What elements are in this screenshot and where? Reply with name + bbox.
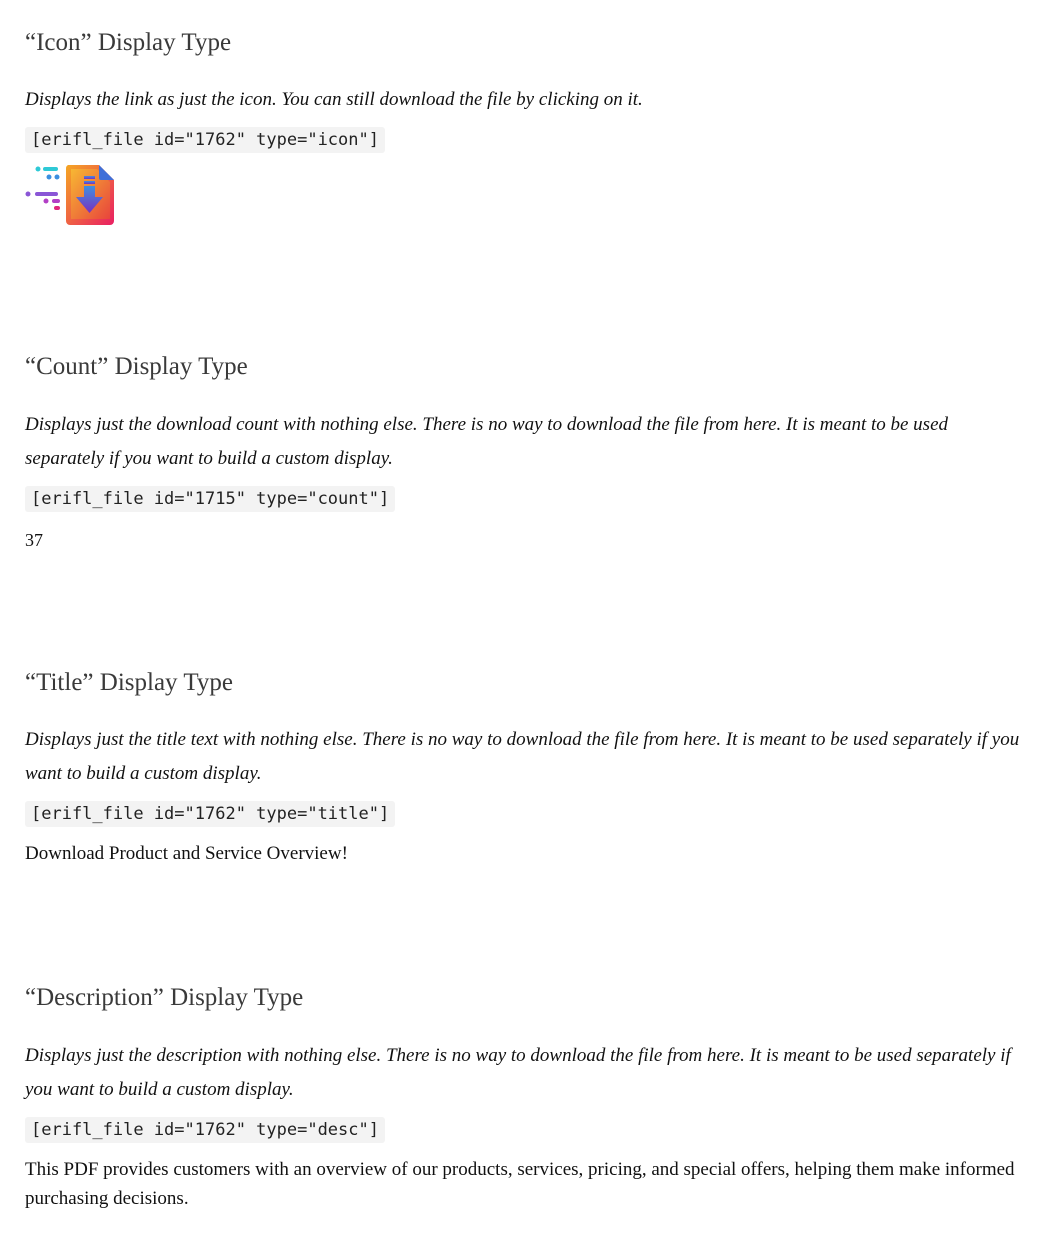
section-heading: “Icon” Display Type <box>25 29 232 56</box>
section-description: Displays the link as just the icon. You can still download the file by clicking on it. <box>25 89 643 110</box>
file-title: Download Product and Service Overview! <box>25 843 348 864</box>
section-heading: “Title” Display Type <box>25 669 233 696</box>
file-description: This PDF provides customers with an overview of our products, services, pricing, and special offers, helping them make informed purchasing decisions. <box>25 1159 1015 1209</box>
shortcode: [erifl_file id="1762" type="desc"] <box>25 1117 385 1143</box>
section-count <box>25 352 1030 555</box>
section-description: Displays just the download count with nothing else. There is no way to download the file from here. It is meant to be used separately if you want to build a custom display. <box>25 414 949 469</box>
shortcode: [erifl_file id="1715" type="count"] <box>25 486 395 512</box>
section-heading: “Count” Display Type <box>25 353 248 380</box>
section-title <box>25 668 1030 868</box>
download-count: 37 <box>25 530 43 550</box>
download-file-icon[interactable] <box>25 163 1030 232</box>
shortcode: [erifl_file id="1762" type="title"] <box>25 801 395 827</box>
section-description-text: Displays just the description with nothing else. There is no way to download the file from here. It is meant to be used separately if you want to build a custom display. <box>25 1045 1011 1100</box>
section-description: Displays just the title text with nothing else. There is no way to download the file from here. It is meant to be used separately if you want to build a custom display. <box>25 729 1020 784</box>
shortcode: [erifl_file id="1762" type="icon"] <box>25 127 385 153</box>
section-icon <box>25 28 1030 232</box>
section-description <box>25 983 1030 1213</box>
section-heading: “Description” Display Type <box>25 984 304 1011</box>
